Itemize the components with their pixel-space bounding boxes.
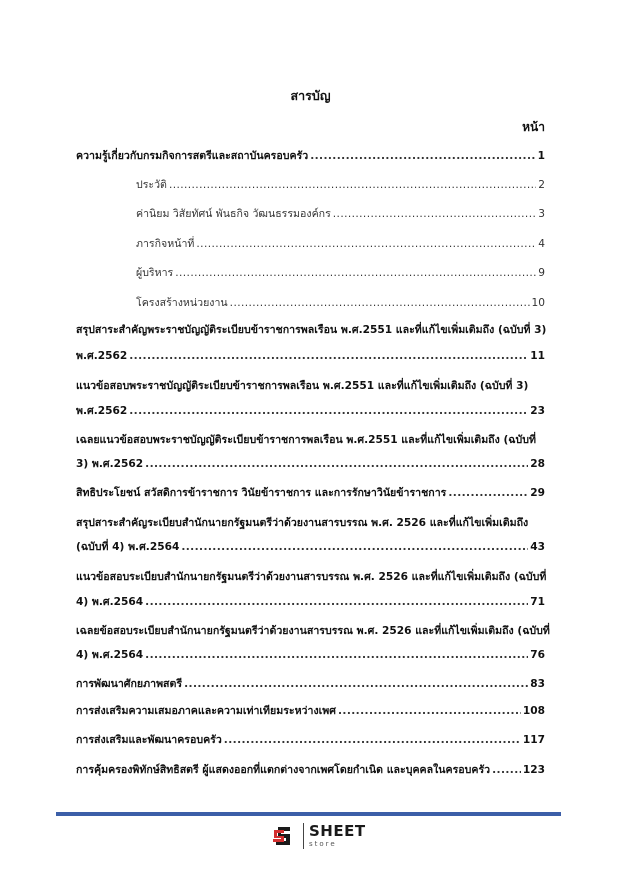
toc-entry-label-line2: 4) พ.ศ.2564 [76,649,144,661]
toc-entry[interactable] [76,403,545,419]
leader-dots [175,265,536,281]
toc-entry-page: 1 [537,150,545,162]
leader-dots [145,594,528,610]
logo-main-text: SHEET [309,822,366,840]
toc-entry[interactable] [76,348,545,364]
toc-entry-page: 76 [530,649,545,661]
toc-entry-page: 28 [530,458,545,470]
toc-entry[interactable] [76,732,545,748]
toc-entry-label-line1: เฉลยข้อสอบระเบียบสำนักนายกรัฐมนตรีว่าด้วยงานสารบรรณ พ.ศ. 2526 และที่แก้ไขเพิ่มเติมถึง (ฉบับที่ [76,625,550,637]
sheet-logo-icon [270,822,298,850]
toc-entry-label: การส่งเสริมและพัฒนาครอบครัว [76,734,222,746]
toc-entry-label-line2: 4) พ.ศ.2564 [76,596,144,608]
toc-entry-label-line1: แนวข้อสอบระเบียบสำนักนายกรัฐมนตรีว่าด้วยงานสารบรรณ พ.ศ. 2526 และที่แก้ไขเพิ่มเติมถึง (ฉบับที่ [76,571,547,583]
toc-entry-label-line2: พ.ศ.2562 [76,405,128,417]
toc-entry-page: 83 [530,678,545,690]
page-column-header: หน้า [522,120,545,134]
leader-dots [169,177,536,193]
toc-entry-page: 9 [538,267,545,279]
toc-entry-label: ภารกิจหน้าที่ [136,238,195,250]
toc-entry-page: 11 [530,350,545,362]
toc-entry-page: 108 [522,705,545,717]
sheet-store-logo [270,822,366,850]
toc-entry-page: 4 [538,238,545,250]
toc-subentry[interactable] [136,206,545,222]
toc-entry-label: ผู้บริหาร [136,267,174,279]
leader-dots [181,539,528,555]
toc-entry-label-line2: 3) พ.ศ.2562 [76,458,144,470]
toc-entry-label: โครงสร้างหน่วยงาน [136,297,228,309]
logo-separator [303,823,304,849]
toc-entry-label-line1: แนวข้อสอบพระราชบัญญัติระเบียบข้าราชการพลเรือน พ.ศ.2551 และที่แก้ไขเพิ่มเติมถึง (ฉบับที่ 3) [76,380,529,392]
leader-dots [333,206,536,222]
toc-entry-label-line1: สรุปสาระสำคัญพระราชบัญญัติระเบียบข้าราชการพลเรือน พ.ศ.2551 และที่แก้ไขเพิ่มเติมถึง (ฉบับที่ 3) [76,324,547,336]
toc-entry-page: 2 [538,179,545,191]
toc-entry[interactable] [76,676,545,692]
toc-entry-page: 117 [522,734,545,746]
toc-entry-label: ประวัติ [136,179,167,191]
leader-dots [145,647,528,663]
toc-entry[interactable] [76,703,545,719]
toc-entry[interactable] [76,539,545,555]
toc-entry[interactable] [76,594,545,610]
leader-dots [184,676,528,692]
toc-entry-page: 43 [530,541,545,553]
toc-subentry[interactable] [136,265,545,281]
leader-dots [230,295,530,311]
toc-entry-label: สิทธิประโยชน์ สวัสดิการข้าราชการ วินัยข้าราชการ และการรักษาวินัยข้าราชการ [76,487,447,499]
toc-entry[interactable] [76,485,545,501]
toc-entry-page: 29 [530,487,545,499]
toc-entry-page: 123 [522,764,545,776]
toc-entry[interactable] [76,456,545,472]
leader-dots [224,732,521,748]
leader-dots [129,348,528,364]
toc-entry-page: 10 [531,297,545,309]
toc-subentry[interactable] [136,177,545,193]
logo-wordmark [309,824,366,848]
leader-dots [129,403,528,419]
toc-subentry[interactable] [136,236,545,252]
leader-dots [338,703,521,719]
toc-entry-page: 23 [530,405,545,417]
toc-entry[interactable] [76,647,545,663]
leader-dots [310,148,535,164]
toc-entry-label-line2: พ.ศ.2562 [76,350,128,362]
leader-dots [492,762,521,778]
toc-entry[interactable] [76,148,545,164]
toc-entry-label-line2: (ฉบับที่ 4) พ.ศ.2564 [76,541,180,553]
toc-entry[interactable] [76,762,545,778]
toc-entry-label-line1: เฉลยแนวข้อสอบพระราชบัญญัติระเบียบข้าราชการพลเรือน พ.ศ.2551 และที่แก้ไขเพิ่มเติมถึง (ฉบับที่ [76,434,536,446]
toc-subentry[interactable] [136,295,545,311]
toc-entry-label: ค่านิยม วิสัยทัศน์ พันธกิจ วัฒนธรรมองค์กร [136,208,331,220]
toc-entry-label-line1: สรุปสาระสำคัญระเบียบสำนักนายกรัฐมนตรีว่าด้วยงานสารบรรณ พ.ศ. 2526 และที่แก้ไขเพิ่มเติมถึง [76,517,529,529]
leader-dots [145,456,528,472]
toc-entry-label: การพัฒนาศักยภาพสตรี [76,678,183,690]
toc-entry-page: 3 [538,208,545,220]
footer-rule [56,812,561,816]
leader-dots [448,485,528,501]
logo-sub-text: store [309,840,337,848]
toc-entry-label: ความรู้เกี่ยวกับกรมกิจการสตรีและสถาบันครอบครัว [76,150,309,162]
leader-dots [196,236,536,252]
toc-entry-label: การส่งเสริมความเสมอภาคและความเท่าเทียมระหว่างเพศ [76,705,336,717]
toc-entry-label: การคุ้มครองพิทักษ์สิทธิสตรี ผู้แสดงออกที่แตกต่างจากเพศโดยกำเนิด และบุคคลในครอบครัว [76,764,491,776]
toc-entry-page: 71 [530,596,545,608]
toc-title: สารบัญ [290,88,331,103]
